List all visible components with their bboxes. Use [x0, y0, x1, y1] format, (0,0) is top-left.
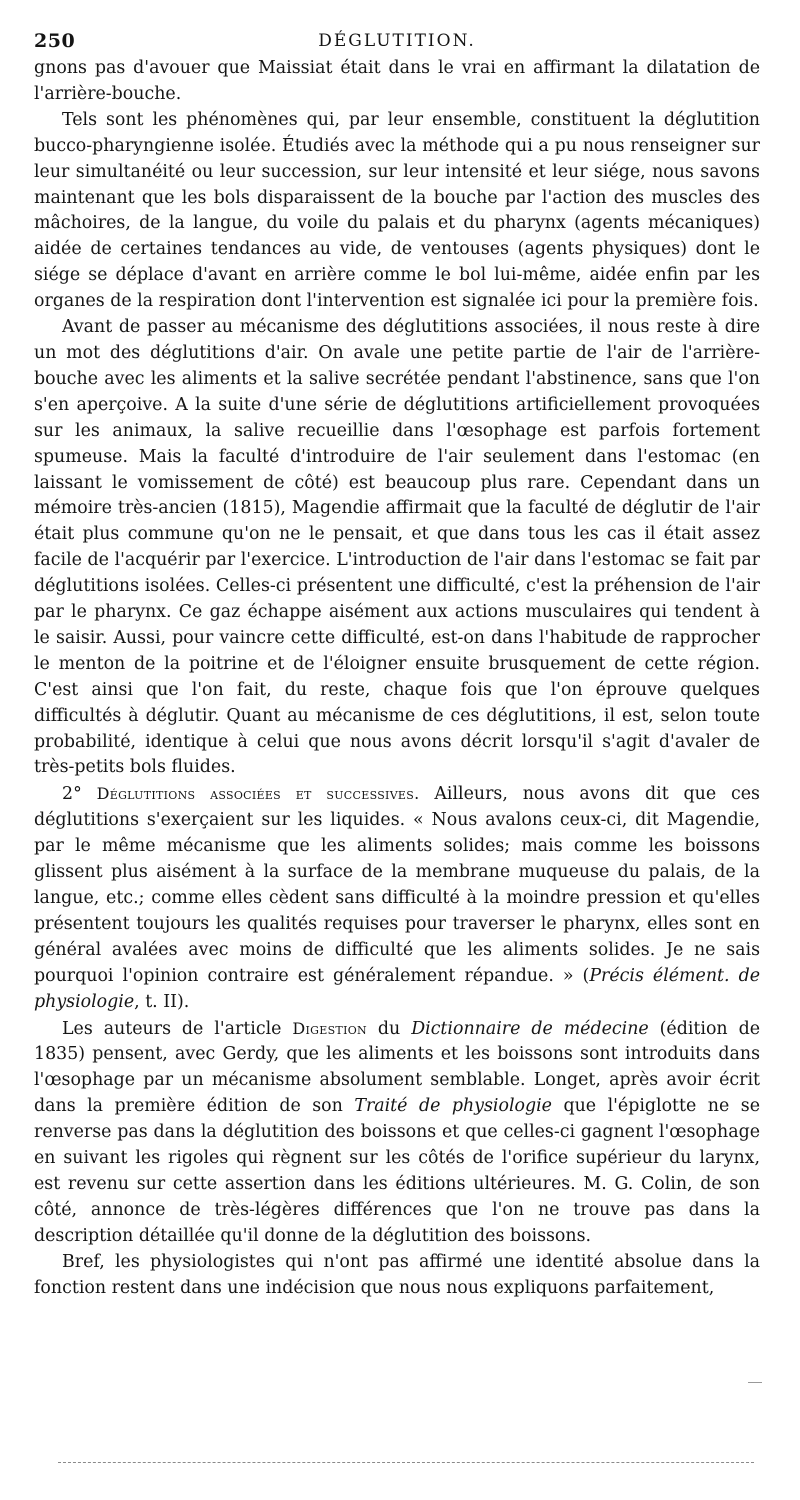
text-run: (édition de 1835) pensent, avec Gerdy, que les aliments et les boissons sont introduits dans l'œsophage par un mécanisme absolument semblable. Longet, après avoir écrit dans la première édition de son — [34, 1018, 760, 1117]
paragraph-air-swallowing: Avant de passer au mécanisme des déglutitions associées, il nous reste à dire un mot des déglutitions d'air. On avale une petite partie de l'air de l'arrière-bouche avec les aliments et la salive secrétée pendant l'abstinence, sans que l'on s'en aperçoive. A la suite d'une série de déglutitions artificiellement provoquées sur les animaux, la salive recueillie dans l'œsophage est parfois fortement spumeuse. Mais la faculté d'introduire de l'air seulement dans l'estomac (en laissant le vomissement de côté) est beaucoup plus rare. Cependant dans un mémoire très-ancien (1815), Magendie affirmait que la faculté de déglutir de l'air était plus commune qu'on ne le pensait, et que dans tous les cas il était assez facile de l'acquérir par l'exercice. L'introduction de l'air dans l'estomac se fait par déglutitions isolées. Celles-ci présentent une difficulté, c'est la préhension de l'air par le pharynx. Ce gaz échappe aisément aux actions musculaires qui tendent à le saisir. Aussi, pour vaincre cette difficulté, est-on dans l'habitude de rapprocher le menton de la poitrine et de l'éloigner ensuite brusquement de cette région. C'est ainsi que l'on fait, du reste, chaque fois que l'on éprouve quelques difficultés à déglutir. Quant au mécanisme de ces déglutitions, il est, selon toute probabilité, identique à celui que nous avons décrit lorsqu'il s'agit d'avaler de très-petits bols fluides. — [34, 317, 760, 778]
citation-title: Précis élément. de physiologie — [34, 965, 760, 1012]
text-run: Les auteurs de l'article — [62, 1018, 293, 1039]
work-title-dictionary: Dictionnaire de médecine — [411, 1018, 649, 1039]
paragraph-text: Ailleurs, nous avons dit que ces déglutitions s'exerçaient sur les liquides. « Nous avalons ceux-ci, dit Magendie, par le même mécanisme que les aliments solides; mais comme les boissons glissent plus aisément à la surface de la membrane muqueuse du palais, de la langue, etc.; comme elles cèdent sans difficulté à la moindre pression et qu'elles présentent toujours les qualités requises pour traverser le pharynx, elles sont en général avalées avec moins de difficulté que les aliments solides. Je ne sais pourquoi l'opinion contraire est généralement répandue. » ( — [34, 784, 760, 986]
section-number: 2° — [62, 784, 82, 805]
paragraph-conclusion: Bref, les physiologistes qui n'ont pas affirmé une identité absolue dans la fonction restent dans une indécision que nous nous expliquons parfaitement, — [34, 1251, 760, 1298]
margin-mark — [748, 1382, 762, 1383]
citation-volume: , t. II). — [134, 991, 190, 1012]
paragraph-summary: Tels sont les phénomènes qui, par leur ensemble, constituent la déglutition bucco-pharyngienne isolée. Étudiés avec la méthode qui a pu nous renseigner sur leur simultanéité ou leur succession, sur leur intensité et leur siége, nous savons maintenant que les bols disparaissent de la bouche par l'action des muscles des mâchoires, de la langue, du voile du palais et du pharynx (agents mécaniques) aidée de certaines tendances au vide, de ventouses (agents physiques) dont le siége se déplace d'avant en arrière comme le bol lui-même, aidée enfin par les organes de la respiration dont l'intervention est signalée ici pour la première fois. — [34, 109, 760, 312]
running-title: DÉGLUTITION. — [318, 31, 476, 51]
page-body — [34, 56, 760, 1302]
section-heading: Déglutitions associées et successives. — [96, 784, 420, 804]
bottom-rule — [58, 1462, 754, 1463]
article-name: Digestion — [292, 1018, 367, 1038]
page-number: 250 — [34, 30, 76, 52]
paragraph-authors — [34, 1016, 760, 1250]
running-header — [34, 22, 760, 56]
text-run: que l'épiglotte ne se renverse pas dans la déglutition des boissons et que celles-ci gagnent l'œsophage en suivant les rigoles qui règnent sur les côtés de l'orifice supérieur du larynx, est revenu sur cette assertion dans les éditions ultérieures. M. G. Colin, de son côté, annonce de très-légères différences que l'on ne trouve pas dans la description détaillée qu'il donne de la déglutition des boissons. — [34, 1096, 760, 1246]
paragraph-associated-swallowing — [34, 781, 760, 1015]
paragraph-continuation: gnons pas d'avouer que Maissiat était dans le vrai en affirmant la dilatation de l'arrière-bouche. — [34, 58, 760, 104]
text-run: du — [366, 1018, 412, 1039]
work-title-traite: Traité de physiologie — [354, 1096, 552, 1117]
